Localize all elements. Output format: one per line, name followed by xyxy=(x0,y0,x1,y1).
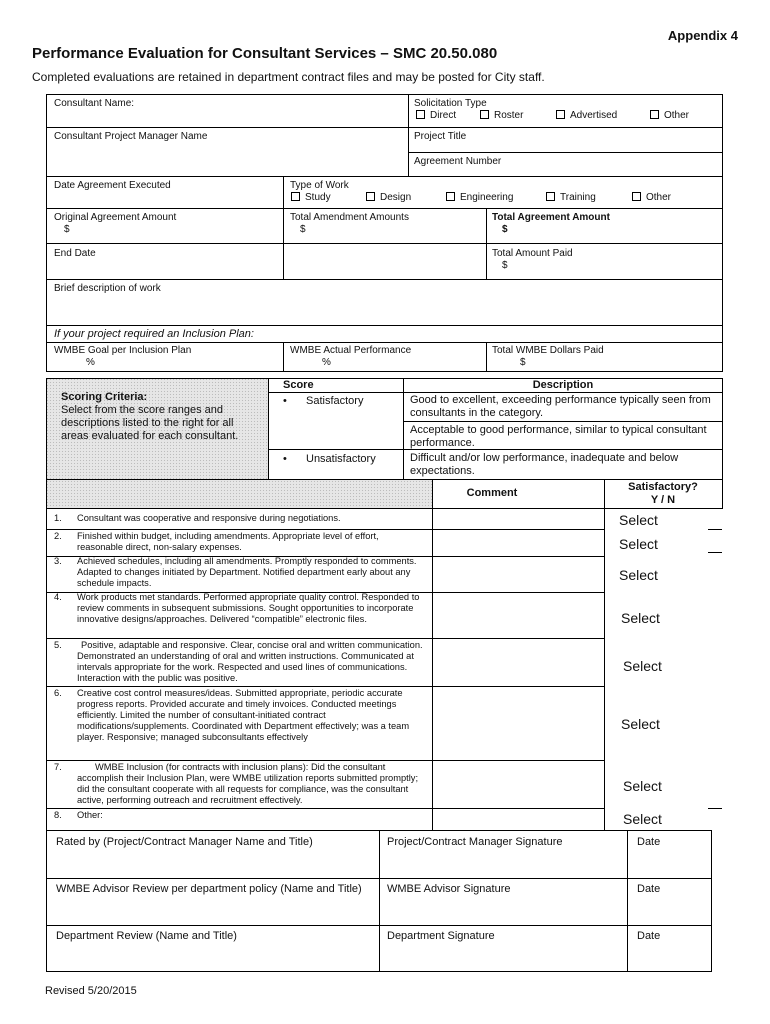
project-title-label: Project Title xyxy=(414,131,467,142)
checkbox-icon xyxy=(556,110,565,119)
work-engineering-checkbox[interactable]: Engineering xyxy=(446,192,513,204)
wmbe-dollars-label: Total WMBE Dollars Paid xyxy=(492,345,604,356)
criterion-text: Positive, adaptable and responsive. Clear, concise oral and written communication. Demonstrated an understanding of oral and written instructions. Communicated at intervals appropriate for the work. Respected and used lines of communications. Interaction with the public was positive. xyxy=(77,640,423,683)
date-label: Date xyxy=(637,883,661,895)
date-executed-label: Date Agreement Executed xyxy=(54,180,171,191)
satisfactory-select-6[interactable]: Select xyxy=(621,716,660,732)
criterion-number: 8. xyxy=(54,810,62,820)
satisfactory-select-2[interactable]: Select xyxy=(619,536,658,552)
solicitation-type-label: Solicitation Type xyxy=(414,98,487,109)
checkbox-icon xyxy=(546,192,555,201)
wmbe-review-label: WMBE Advisor Review per department policy (Name and Title) xyxy=(56,883,362,895)
end-date-label: End Date xyxy=(54,248,96,259)
work-study-checkbox[interactable]: Study xyxy=(291,192,331,204)
dollar-sign: $ xyxy=(64,224,70,235)
description-header: Description xyxy=(532,379,594,391)
pm-signature-label: Project/Contract Manager Signature xyxy=(387,836,563,848)
dollar-sign: $ xyxy=(300,224,306,235)
criterion-number: 5. xyxy=(54,640,62,650)
solicitation-roster-checkbox[interactable]: Roster xyxy=(480,110,523,122)
criterion-number: 4. xyxy=(54,592,62,602)
satisfactory-select-4[interactable]: Select xyxy=(621,610,660,626)
consultant-pm-label: Consultant Project Manager Name xyxy=(54,131,208,142)
criterion-number: 1. xyxy=(54,513,62,523)
satisfactory-select-8[interactable]: Select xyxy=(623,811,662,827)
description-2: Acceptable to good performance, similar to typical consultant performance. xyxy=(410,424,707,449)
scoring-criteria-title: Scoring Criteria: xyxy=(61,391,148,403)
agreement-number-label: Agreement Number xyxy=(414,156,502,167)
satisfactory-select-7[interactable]: Select xyxy=(623,778,662,794)
revised-date: Revised 5/20/2015 xyxy=(45,985,137,997)
score-header: Score xyxy=(283,379,314,391)
satisfactory-bullet: • xyxy=(283,395,287,407)
score-satisfactory: Satisfactory xyxy=(306,395,364,407)
satisfactory-select-1[interactable]: Select xyxy=(619,512,658,528)
checkbox-icon xyxy=(632,192,641,201)
type-of-work-label: Type of Work xyxy=(290,180,349,191)
criterion-text: Work products met standards. Performed appropriate quality control. Responded to review comments in subsequent submissions. Sought opportunities to incorporate innovative designs/approaches. Delivered “compatible” electronic files. xyxy=(77,592,420,624)
description-3: Difficult and/or low performance, inadequate and below expectations. xyxy=(410,452,679,477)
dollar-sign: $ xyxy=(502,224,508,235)
work-other-checkbox[interactable]: Other xyxy=(632,192,671,204)
solicitation-direct-checkbox[interactable]: Direct xyxy=(416,110,456,122)
total-amendments-label: Total Amendment Amounts xyxy=(290,212,409,223)
total-paid-label: Total Amount Paid xyxy=(492,248,573,259)
dept-review-label: Department Review (Name and Title) xyxy=(56,930,237,942)
checkbox-icon xyxy=(291,192,300,201)
dollar-sign: $ xyxy=(502,260,508,271)
criterion-text: Consultant was cooperative and responsive during negotiations. xyxy=(77,513,341,523)
dollar-sign: $ xyxy=(520,357,526,368)
consultant-name-label: Consultant Name: xyxy=(54,98,135,109)
checkbox-icon xyxy=(366,192,375,201)
inclusion-plan-heading: If your project required an Inclusion Plan: xyxy=(54,328,254,340)
yn-header: Y / N xyxy=(650,494,676,506)
checkbox-icon xyxy=(650,110,659,119)
criterion-text: Achieved schedules, including all amendments. Promptly responded to comments. Adapted to changes initiated by Department. Notified department early about any schedule impacts. xyxy=(77,556,417,588)
criterion-number: 7. xyxy=(54,762,62,772)
original-amount-label: Original Agreement Amount xyxy=(54,212,177,223)
percent-sign: % xyxy=(86,357,95,368)
eval-header-shade xyxy=(46,480,432,508)
page-title: Performance Evaluation for Consultant Services – SMC 20.50.080 xyxy=(32,45,498,62)
wmbe-actual-label: WMBE Actual Performance xyxy=(290,345,412,356)
criterion-number: 6. xyxy=(54,688,62,698)
date-label: Date xyxy=(637,836,661,848)
criterion-number: 3. xyxy=(54,556,62,566)
criterion-text: Creative cost control measures/ideas. Submitted appropriate, periodic accurate progress reports. Provided accurate and timely invoices. Conducted meetings efficiently. Limited the number of consultant-initiated contract modifications/supplements. Coordinated with Department effectively; was a team player. Responsive; managed subconsultants effectively xyxy=(77,688,410,742)
wmbe-signature-label: WMBE Advisor Signature xyxy=(387,883,511,895)
checkbox-icon xyxy=(416,110,425,119)
work-design-checkbox[interactable]: Design xyxy=(366,192,411,204)
date-label: Date xyxy=(637,930,661,942)
solicitation-other-checkbox[interactable]: Other xyxy=(650,110,689,122)
wmbe-goal-label: WMBE Goal per Inclusion Plan xyxy=(54,345,192,356)
comment-header: Comment xyxy=(466,487,518,499)
dept-signature-label: Department Signature xyxy=(387,930,495,942)
brief-description-label: Brief description of work xyxy=(54,283,161,294)
criterion-text: Finished within budget, including amendments. Appropriate level of effort, reasonable direct, non-salary expenses. xyxy=(77,531,379,552)
checkbox-icon xyxy=(446,192,455,201)
satisfactory-select-5[interactable]: Select xyxy=(623,658,662,674)
solicitation-advertised-checkbox[interactable]: Advertised xyxy=(556,110,617,122)
rated-by-label: Rated by (Project/Contract Manager Name and Title) xyxy=(56,836,313,848)
satisfactory-header: Satisfactory? xyxy=(628,481,698,493)
total-agreement-label: Total Agreement Amount xyxy=(492,212,610,223)
criterion-text: Other: xyxy=(77,810,103,820)
criterion-text: WMBE Inclusion (for contracts with inclusion plans): Did the consultant accomplish their Inclusion Plan, were WMBE utilization reports submitted promptly; did the consultant cooperate with all requests for compliance, was the consultant active, performing outreach and recruitment effectively. xyxy=(77,762,419,805)
criterion-number: 2. xyxy=(54,531,62,541)
unsatisfactory-bullet: • xyxy=(283,453,287,465)
satisfactory-select-3[interactable]: Select xyxy=(619,567,658,583)
score-unsatisfactory: Unsatisfactory xyxy=(306,453,376,465)
percent-sign: % xyxy=(322,357,331,368)
page-subtitle: Completed evaluations are retained in department contract files and may be posted for City staff. xyxy=(32,70,545,84)
appendix-label: Appendix 4 xyxy=(667,28,738,43)
checkbox-icon xyxy=(480,110,489,119)
scoring-criteria-text: Select from the score ranges and descriptions listed to the right for all areas evaluated for each consultant. xyxy=(61,404,239,442)
description-1: Good to excellent, exceeding performance typically seen from consultants in the category. xyxy=(410,394,711,419)
work-training-checkbox[interactable]: Training xyxy=(546,192,596,204)
